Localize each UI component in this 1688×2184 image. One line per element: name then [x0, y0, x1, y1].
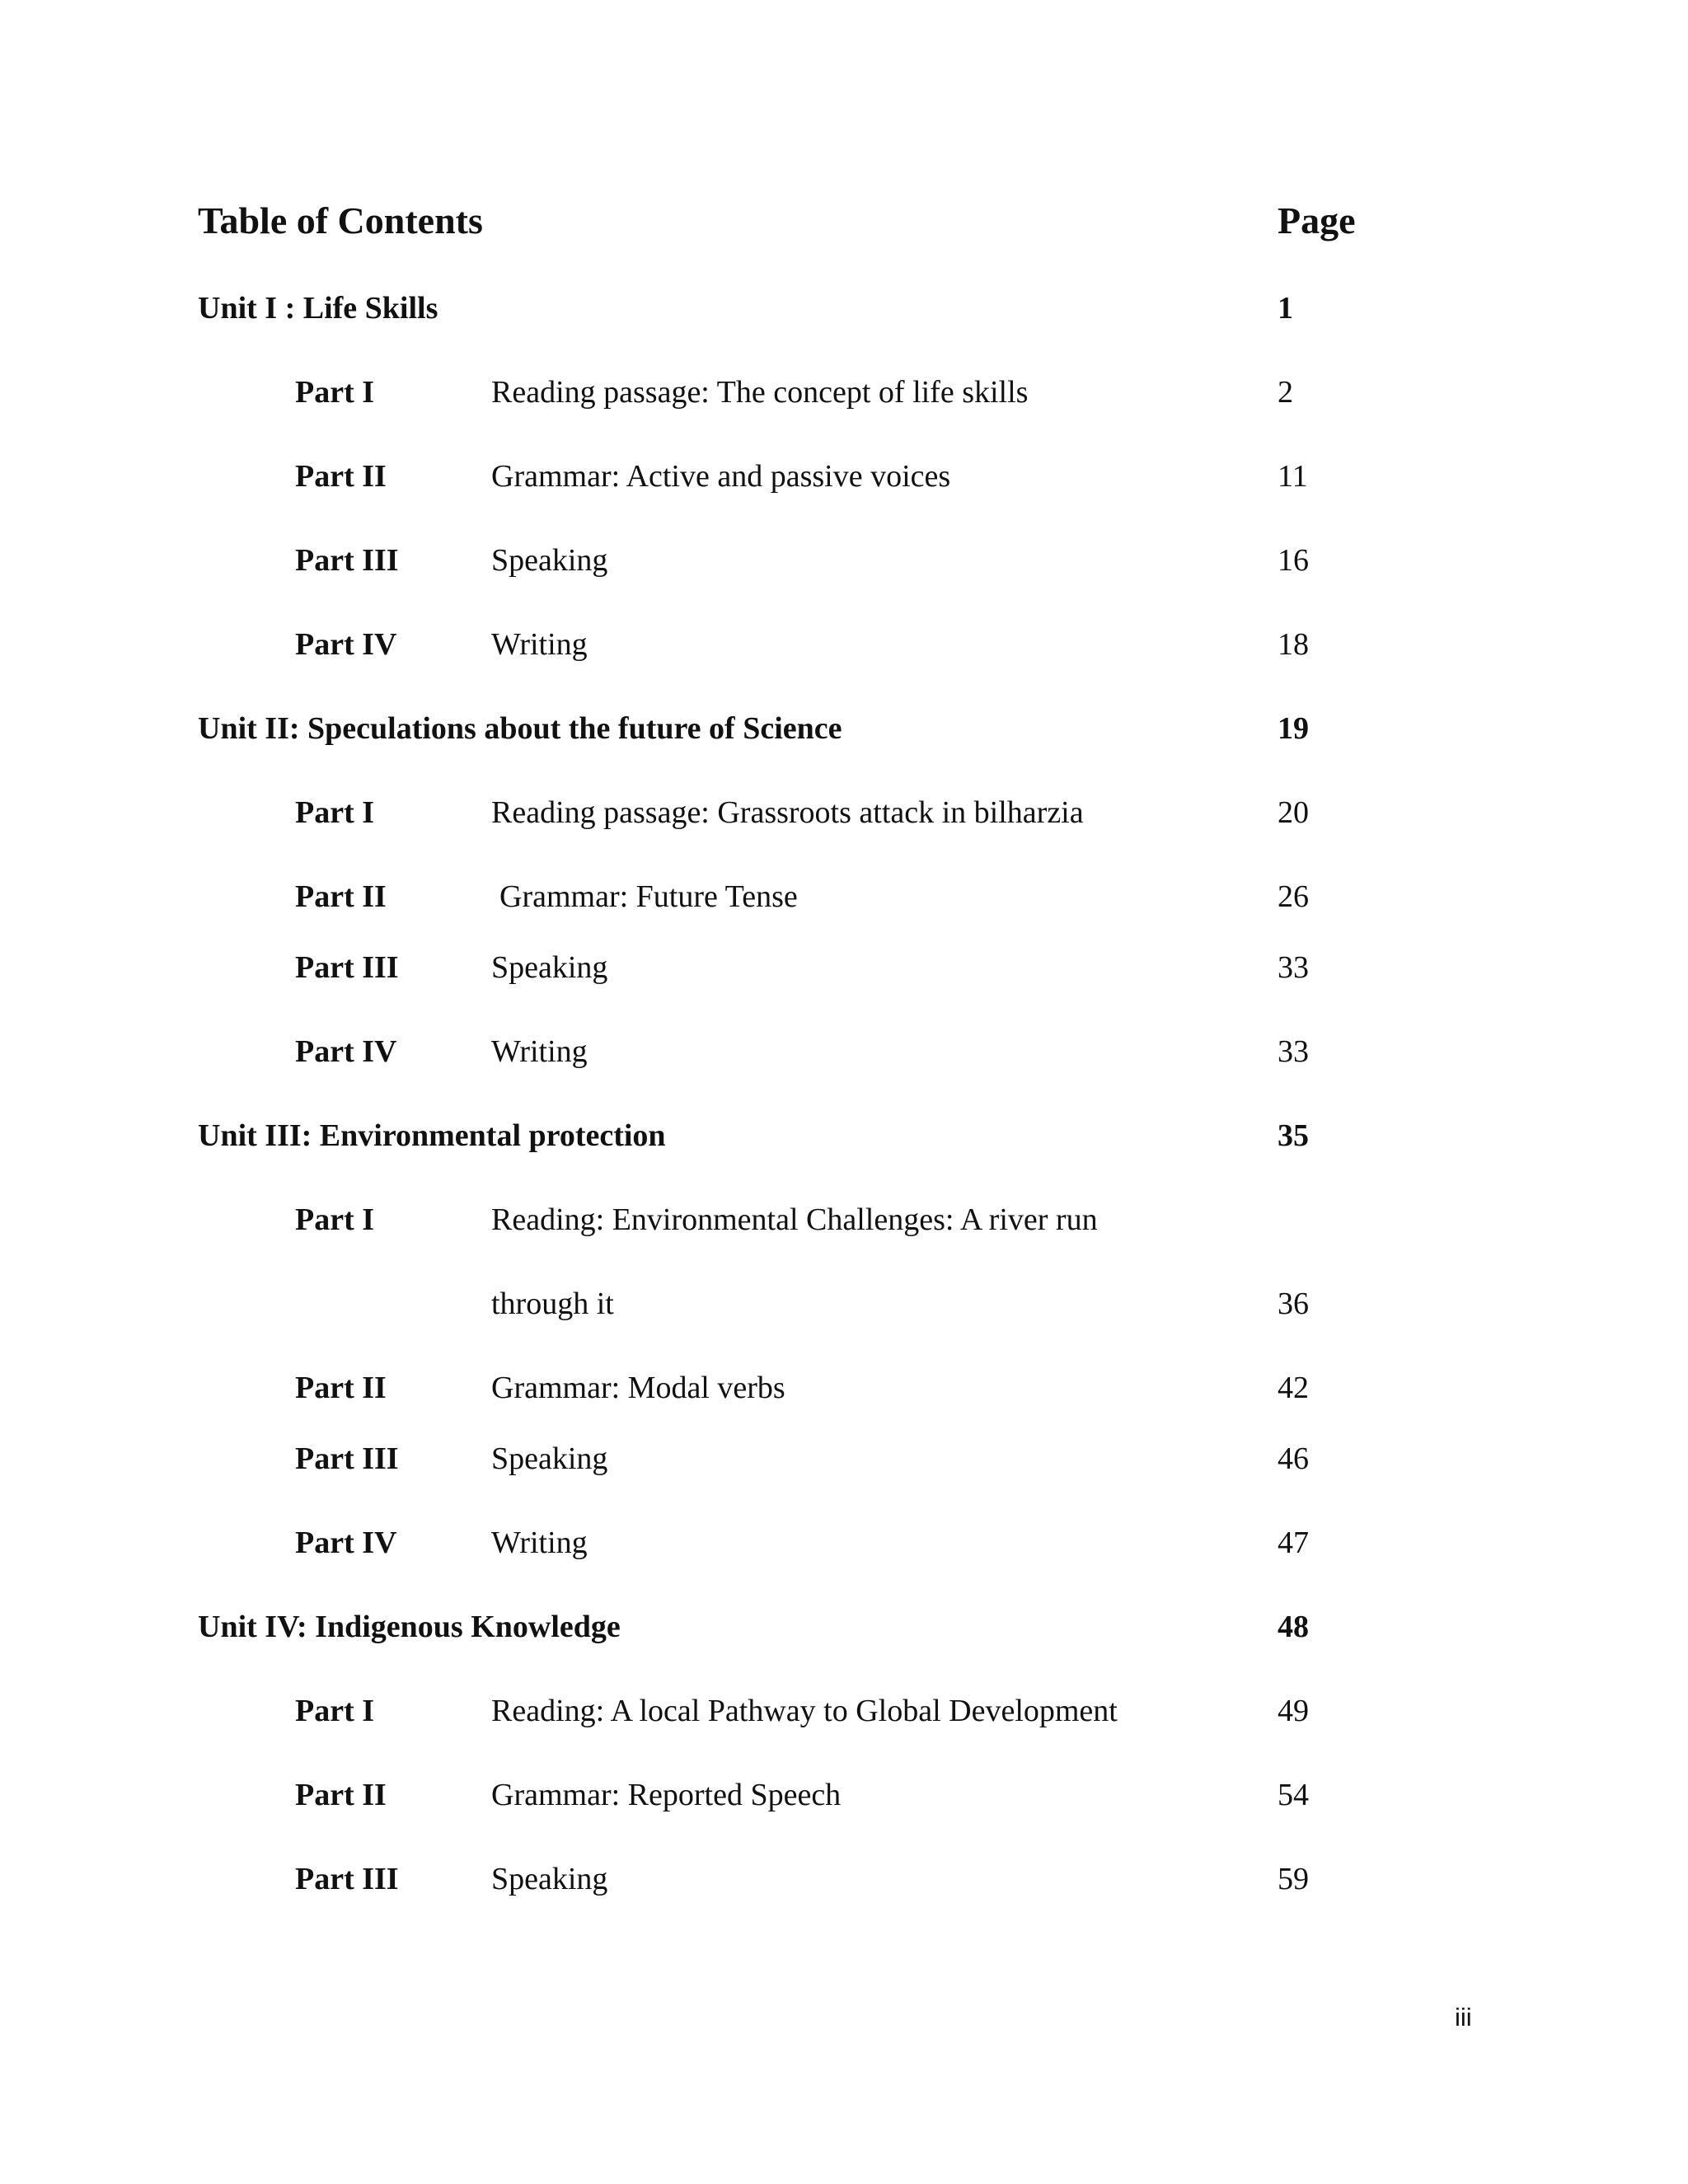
part-page-number: 54 — [1278, 1778, 1309, 1812]
part-label: Part IV — [295, 1034, 397, 1069]
page-folio: iii — [1455, 2003, 1472, 2032]
part-label: Part II — [295, 459, 387, 494]
part-description[interactable]: Speaking — [491, 1862, 608, 1896]
part-label: Part III — [295, 1441, 399, 1476]
part-page-number: 26 — [1278, 879, 1309, 914]
unit-page-number: 1 — [1278, 291, 1293, 326]
part-label: Part I — [295, 1694, 375, 1728]
part-page-number: 11 — [1278, 459, 1308, 494]
part-page-number: 36 — [1278, 1286, 1309, 1321]
part-description[interactable]: Reading: A local Pathway to Global Development — [491, 1694, 1118, 1728]
part-description[interactable]: Reading passage: Grassroots attack in bilharzia — [491, 795, 1084, 830]
part-label: Part I — [295, 375, 375, 410]
part-page-number: 46 — [1278, 1441, 1309, 1476]
part-label: Part II — [295, 1371, 387, 1405]
part-page-number: 33 — [1278, 950, 1309, 985]
part-description[interactable]: Writing — [491, 1526, 588, 1560]
part-page-number: 42 — [1278, 1371, 1309, 1405]
part-description[interactable]: Speaking — [491, 543, 608, 578]
part-page-number: 20 — [1278, 795, 1309, 830]
part-page-number: 2 — [1278, 375, 1293, 410]
part-page-number: 59 — [1278, 1862, 1309, 1896]
part-label: Part I — [295, 795, 375, 830]
part-description-continued[interactable]: through it — [491, 1286, 614, 1321]
unit-page-number: 35 — [1278, 1118, 1309, 1153]
part-label: Part III — [295, 950, 399, 985]
part-description[interactable]: Grammar: Future Tense — [499, 879, 798, 914]
part-page-number: 18 — [1278, 627, 1309, 662]
part-page-number: 16 — [1278, 543, 1309, 578]
unit-title[interactable]: Unit IV: Indigenous Knowledge — [198, 1610, 621, 1644]
part-label: Part IV — [295, 627, 397, 662]
part-page-number: 49 — [1278, 1694, 1309, 1728]
part-page-number: 47 — [1278, 1526, 1309, 1560]
part-description[interactable]: Grammar: Active and passive voices — [491, 459, 951, 494]
part-description[interactable]: Speaking — [491, 1441, 608, 1476]
unit-page-number: 19 — [1278, 711, 1309, 746]
part-label: Part II — [295, 879, 387, 914]
part-label: Part III — [295, 1862, 399, 1896]
page-column-label: Page — [1278, 199, 1356, 241]
part-description[interactable]: Writing — [491, 627, 588, 662]
part-page-number: 33 — [1278, 1034, 1309, 1069]
part-label: Part II — [295, 1778, 387, 1812]
part-description[interactable]: Speaking — [491, 950, 608, 985]
part-label: Part IV — [295, 1526, 397, 1560]
part-description[interactable]: Writing — [491, 1034, 588, 1069]
part-label: Part I — [295, 1202, 375, 1237]
part-description[interactable]: Grammar: Modal verbs — [491, 1371, 785, 1405]
unit-page-number: 48 — [1278, 1610, 1309, 1644]
part-description[interactable]: Reading passage: The concept of life skills — [491, 375, 1029, 410]
part-description[interactable]: Grammar: Reported Speech — [491, 1778, 842, 1812]
unit-title[interactable]: Unit I : Life Skills — [198, 291, 438, 326]
part-label: Part III — [295, 543, 399, 578]
part-description[interactable]: Reading: Environmental Challenges: A river run — [491, 1202, 1098, 1237]
unit-title[interactable]: Unit II: Speculations about the future of Science — [198, 711, 842, 746]
toc-title: Table of Contents — [198, 199, 483, 241]
unit-title[interactable]: Unit III: Environmental protection — [198, 1118, 666, 1153]
